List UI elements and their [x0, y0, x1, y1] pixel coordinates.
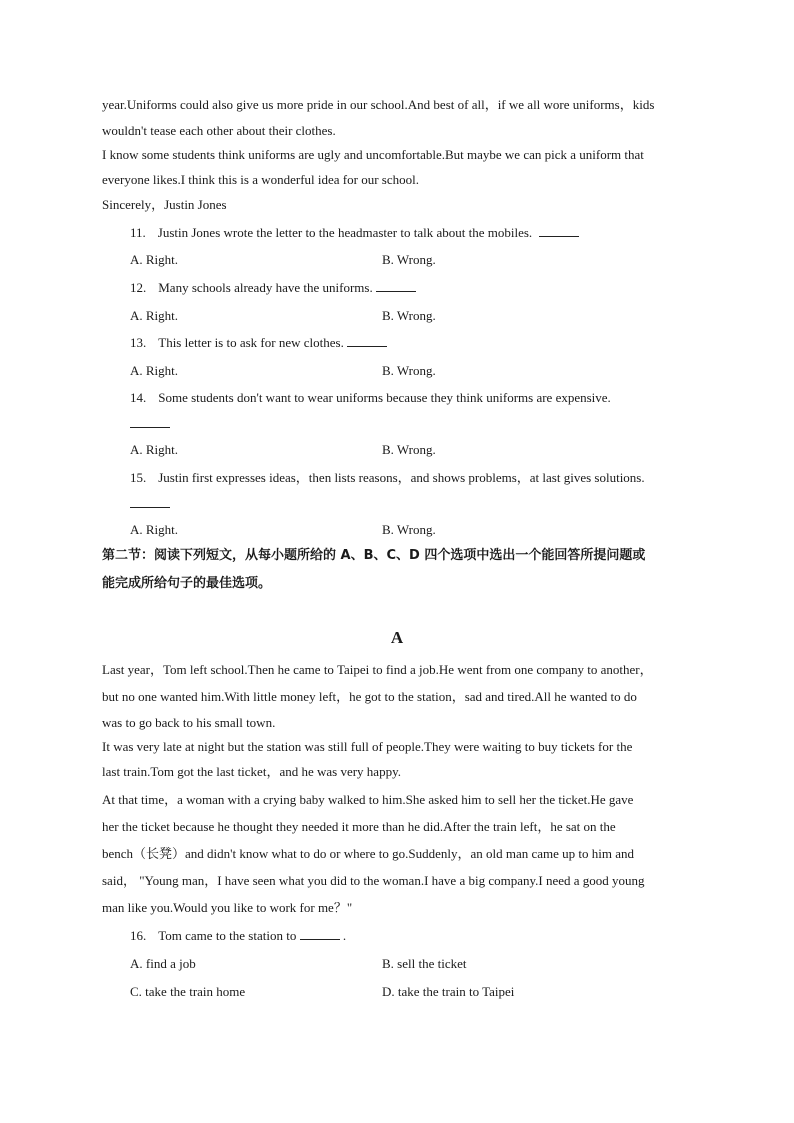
passage-line-7: her the ticket because he thought they needed it more than he did.After the train left，he sat on the [102, 819, 616, 834]
answer-blank[interactable] [130, 416, 170, 428]
question-text: This letter is to ask for new clothes. [158, 335, 344, 350]
passage-line-8: bench（长凳）and didn't know what to do or where to go.Suddenly，an old man came up to him and [102, 846, 634, 861]
passage-line-6: At that time，a woman with a crying baby walked to him.She asked him to sell her the ticket.He gave [102, 792, 634, 807]
section-heading-line-2: 能完成所给句子的最佳选项。 [102, 576, 272, 591]
passage-line-3: was to go back to his small town. [102, 715, 276, 730]
question-text: Justin first expresses ideas，then lists reasons，and shows problems，at last gives solutions. [158, 470, 645, 485]
passage-line-1: Last year，Tom left school.Then he came to Taipei to find a job.He went from one company to another， [102, 662, 653, 677]
answer-blank-line [130, 416, 170, 432]
option-b[interactable]: B. Wrong. [382, 522, 436, 537]
section-heading-line-1: 第二节：阅读下列短文，从每小题所给的 A、B、C、D 四个选项中选出一个能回答所提问题或 [102, 548, 646, 563]
option-a[interactable]: A. Right. [130, 522, 179, 537]
option-b[interactable]: B. sell the ticket [382, 956, 467, 971]
passage-line-5: last train.Tom got the last ticket，and he was very happy. [102, 764, 401, 779]
answer-blank[interactable] [130, 496, 170, 508]
option-b[interactable]: B. Wrong. [382, 442, 436, 457]
option-c[interactable]: C. take the train home [130, 984, 246, 999]
passage-line-10: man like you.Would you like to work for me？" [102, 900, 353, 915]
option-a[interactable]: A. Right. [130, 308, 179, 323]
question-text: Justin Jones wrote the letter to the headmaster to talk about the mobiles. [157, 225, 533, 240]
letter-line-4: everyone likes.I think this is a wonderful idea for our school. [102, 172, 419, 187]
option-d[interactable]: D. take the train to Taipei [382, 984, 515, 999]
answer-blank-line [130, 496, 170, 512]
letter-line-1: year.Uniforms could also give us more pride in our school.And best of all，if we all wore uniforms，kids [102, 97, 655, 112]
question-number: 15. [130, 470, 147, 485]
answer-blank[interactable] [300, 928, 340, 940]
question-15 [130, 470, 645, 486]
answer-blank[interactable] [347, 335, 387, 347]
option-b[interactable]: B. Wrong. [382, 252, 436, 267]
passage-title: A [390, 628, 404, 647]
question-text: Tom came to the station to [158, 928, 297, 943]
question-tail: . [342, 928, 347, 943]
option-a[interactable]: A. Right. [130, 252, 179, 267]
option-a[interactable]: A. Right. [130, 363, 179, 378]
question-11 [130, 225, 579, 241]
letter-line-2: wouldn't tease each other about their clothes. [102, 123, 336, 138]
question-number: 16. [130, 928, 147, 943]
question-12 [130, 280, 416, 296]
passage-line-9: said， "Young man，I have seen what you did to the woman.I have a big company.I need a good young [102, 873, 645, 888]
option-b[interactable]: B. Wrong. [382, 308, 436, 323]
option-b[interactable]: B. Wrong. [382, 363, 436, 378]
question-text: Many schools already have the uniforms. [158, 280, 373, 295]
question-number: 11. [130, 225, 146, 240]
question-13 [130, 335, 387, 351]
passage-line-2: but no one wanted him.With little money left，he got to the station，sad and tired.All he wanted to do [102, 689, 637, 704]
letter-line-3: I know some students think uniforms are ugly and uncomfortable.But maybe we can pick a uniform that [102, 147, 644, 162]
question-14 [130, 390, 611, 406]
letter-signature: Sincerely，Justin Jones [102, 197, 227, 212]
option-a[interactable]: A. Right. [130, 442, 179, 457]
answer-blank[interactable] [539, 225, 579, 237]
question-number: 14. [130, 390, 147, 405]
question-number: 12. [130, 280, 147, 295]
question-number: 13. [130, 335, 147, 350]
passage-line-4: It was very late at night but the station was still full of people.They were waiting to buy tickets for the [102, 739, 633, 754]
answer-blank[interactable] [376, 280, 416, 292]
option-a[interactable]: A. find a job [130, 956, 196, 971]
question-text: Some students don't want to wear uniforms because they think uniforms are expensive. [158, 390, 611, 405]
question-16 [130, 928, 346, 944]
